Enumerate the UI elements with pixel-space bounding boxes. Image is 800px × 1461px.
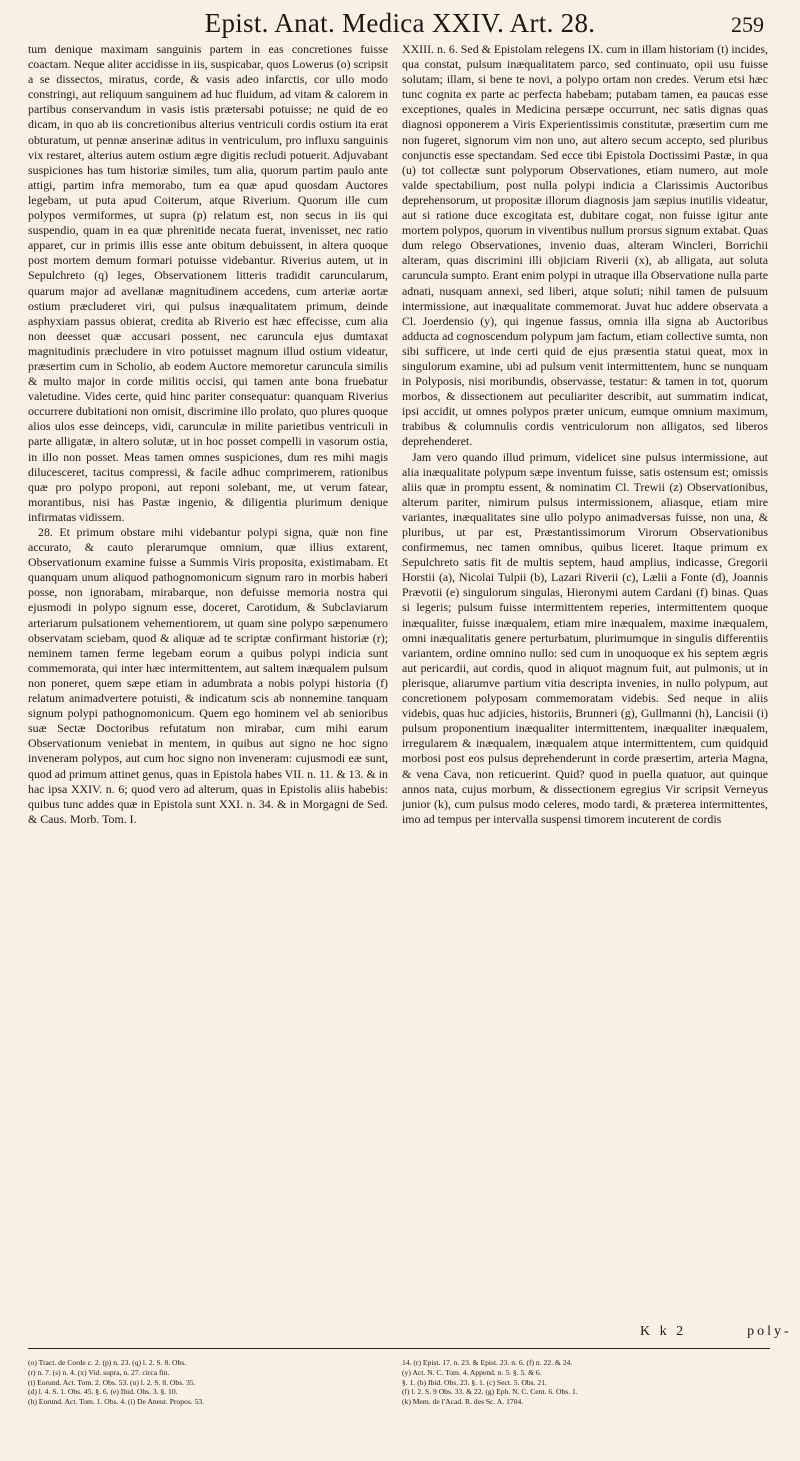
paragraph: XXIII. n. 6. Sed & Epistolam relegens IX. cum in illam historiam (t) incides, qua constat, pulsum inæqualitatem parco, sed continuato, opii usu fuisse solutam; illam, si bene te novi, a polypo ortam non credes. Verum etsi hæc tunc cognita ex parte ac perfecta habebam; putabam tamen, ea paucas esse exceptiones, quales in Medicina persæpe occurrunt, nec satis dignas quas diagnosi opponerem a Viris Experientissimis constitutæ, præsertim cum me non fugeret, signorum vim non uno, aut altero secum accepto, sed pluribus conjunctis esse spectandam. Sed ecce tibi Epistola Doctissimi Pastæ, in qua (u) tot collectæ sunt polyporum Observationes, etiam numero, aut mole valde spectabilium, post nulla polypi indicia a Clarissimis Auctoribus deprehensorum, ut propositæ illorum diagnosis jam sæpius inutilis videatur, aut si ratione duce excogitata est, dubitare cogat, non fuisse igitur ante mortem polypos, quorum in viventibus nullum prorsus signum extabat. Quas dum relego Observationes, invenio duas, alteram Wincleri, Borrichii alteram, quas discrimini illi objiciam Riverii (x), ab alligata, aut soluta caruncula sumpto. Erant enim polypi in utraque illa Observatione nulla parte adnati, nusquam annexi, sed liberi, atque soluti; nihil tamen de pulsuum intermissione, aut inæqualitate commemorat. Juvat huc addere observata a Cl. Joerdensio (y), qui ingenue fassus, omnia illa signa ab Auctoribus adducta ad cognoscendum polypum jam factum, etiam collective sumta, non sibi sufficere, ut inde certi quid de ejus præsentia statui queat, mox in singulorum examine, ubi ad pulsum venit intermittentem, hunc se nunquam in Polyposis, nisi moribundis, observasse, testatur: & tamen in tot, quorum morbos, & dissectionem aut peculiariter describit, aut summatim indicat, ipsi accidit, ut omnes polypos præter unicum, eumque omnium maximum, trabibus & columnulis cordis ventriculorum non alligatos, sed liberos deprehenderet. — [402, 42, 768, 449]
left-text-column — [28, 42, 388, 827]
footnote-line: (d) l. 4. S. 1. Obs. 45. §. 6. (e) Ibid. Obs. 3. §. 10. — [28, 1387, 178, 1397]
page-number: 259 — [731, 12, 764, 37]
paragraph: tum denique maximam sanguinis partem in eas concretiones fuisse coactam. Neque aliter accidisse in iis, suspicabar, quos Lowerus (o) scripsit a se dissectos, miratus, corde, & vasis adeo infarctis, cor ullo modo constringi, aut reliquum sanguinem ad huc fluidum, ad vitam & calorem in partibus conservandum in vasis istis prætersabi potuisse; ne quid de eo dicam, in quo ab iis concretionibus alterius ventriculi cordis ostium ita erat obturatum, ut pennæ anserinæ aditus in ventriculum, pro influxu sanguinis vix restaret, alterius autem ostium ægre digitis recludi potuerit. Adjuvabant suspiciones has tum historiæ similes, tum alia, quorum partim paulo ante attigi, partim infra memorabo, tum ea quæ apud quosdam Auctores legebam, ut puta apud Coiterum, atque Riverium. Quorum ille cum polypos vermiformes, ut supra (p) relatum est, non secus in iis qui suspendio, quam in ea quæ phrenitide necata fuerat, invenisset, nec ratio apparet, cur in primis illis esse ante obitum debuissent, in altera quoque post mortem demum formari potuisse videbantur. Riverius autem, ut in Sepulchreto (q) leges, Observationem litteris tradidit caruncularum, quarum major ad avellanæ magnitudinem accedens, cum arteriæ aortæ ostium præcluderet viri, qui pulsus inæqualitatem primum, deinde asphyxiam passus obierat, credita ab Riverio est hæc effecisse, cum alia non deesset quæ accusari possent, nec caruncula ejus dumtaxat magnitudinis præcludere in viro potuisset magnum illud ostium videatur, præsertim cum in Scholio, ab eodem Auctore memoretur caruncula similis & multo major in corde militis occisi, qui tamen ante bona fruebatur valetudine. Vides certe, quid hinc pariter consequatur: quanquam Riverius occurrere dubitationi non omisit, discrimine illo prolato, quo plures quoque alios ulos esse deinceps, vidi, carunculæ in milite parietibus ventriculi in parte alligatæ, in altero solutæ, ut in hoc posset compelli in vasorum ostia, in illo non posset. Meas tamen omnes suspiciones, dum res mihi magis dilucesceret, tacitus compressi, & facile adhuc comprimerem, rationibus quæ pro polypo proponi, aut reponi solebant, me, ut verum fatear, morantibus, nisi has Pastæ ingenio, & diligentia plurimum denique infirmatas vidissem. — [28, 42, 388, 524]
gathering-signature: K k 2 — [640, 1324, 687, 1339]
paragraph: 28. Et primum obstare mihi videbantur polypi signa, quæ non fine accurato, & cauto plerarumque omnium, quæ illius extarent, Observationum examine fuisse a Summis Viris proposita, existimabam. Et quanquam unum aliquod pathognomonicum signum raro in morbis haberi posse, non ignorabam, mirabarque, non defuisse memoria nostra qui ejusmodi in polypo signum esse, doceret, Carotidum, & Subclaviarum arteriarum pulsationem vehementiorem, ut quam sine polypo sæpenumero observatam sciebam, quod & aliquæ ad te scriptæ confirmant historiæ (r); neminem tamen ferme legebam eorum a quibus polypi indicia sunt commemorata, qui inter hæc intermittentem, aut saltem inæqualem pulsum non poneret, quem sæpe etiam in adumbrata a nobis polypi historia (f) relatum animadvertere potuisti, & indicatum scis ab nonnemine tanquam signum polypi pathognomonicum. Quem ego hominem vel ab senioribus suæ Sectæ Doctoribus refutatum non mirabar, cum mihi earum Observationum veniebat in mentem, in quibus aut signo ne hoc signo inveneram polypos, aut cum hoc signo non inveneram: cujusmodi eæ sunt, quod ad primum attinet genus, quas in Epistola habes VII. n. 11. & 13. & in hac ipsa XXIV. n. 6; quod vero ad alterum, quas in Epistolis aliis habebis: quibus tunc addes quæ in Epistola sunt XXI. n. 34. & in Morgagni de Sed. & Caus. Morb. Tom. I. — [28, 525, 388, 826]
running-head — [30, 2, 770, 46]
footnote-line: §. 1. (b) Ibid. Obs. 23. §. 1. (c) Sect. 5. Obs. 21. — [402, 1377, 547, 1387]
paragraph: Jam vero quando illud primum, videlicet sine pulsus intermissione, aut alia inæqualitate polypum sæpe inventum fuisse, satis ostensum est; omissis aliis quæ in promptu essent, & nominatim Cl. Trewii (z) Observationibus, alterum pariter, nimirum pulsus intermissionem, aliasque, etiam mire variantes, inæqualitates sine ullo polypo animadversas fuisse, non una, & pluribus, ut par est, Præstantissimorum Virorum Observationibus confirmemus, nec tamen omnibus, quibus liceret. Itaque primum ex Sepulchreto satis fit de multis septem, haud amplius, indicasse, Gregorii Horstii (a), Nicolai Tulpii (b), Lazari Riverii (c), Lælii a Fonte (d), Joannis Prævotii (e) singulorum singulas, Hieronymi autem Cardani (f) binas. Quas si legeris; pulsum fuisse intermittentem reperies, intermittentem quoque inæqualiter, fuisse inæqualem, etiam mire inæqualem, maxime inæqualem, omni inæqualitatis genere perturbatum, plurimumque in singulis differentiis variantem, ordine omnino nullo: sed cum in unoquoque ex his septem ægris aut pericardii, aut cordis, quod in aliquot magnum fuit, aut pulmonis, ut in plerisque, aliarumve partium vitia descripta invenies, in nullo polypum, aut concretionem polyposam commemoratam videbis. Sed neque in aliis videbis, quas huc adjicies, historiis, Brunneri (g), Gullmanni (h), Lancisii (i) pulsum proponentium inæqualiter intermittentem, inæqualiter inæqualem, irregularem & inæqualem, inæqualem atque intermittentem, cum quidquid morbosi post eos pulsus deprehenderunt in corde præsertim, arteria Magna, & vena Cava, non reticuerint. Quid? quod in puella quatuor, aut quinque annos nata, cujus morbum, & dissectionem egregius Vir scripsit Verneyus junior (k), cum pulsus modo celeres, modo tardi, & præterea intermittentes, imo ad tempus per intervalla suspensi timorem incuterent de cordis — [402, 449, 768, 826]
footnote-line: 14. (r) Epist. 17. n. 23. & Epist. 23. n. 6. (f) n. 22. & 24. — [402, 1358, 573, 1367]
footnote-line: (f) l. 2. S. 9 Obs. 33. & 22. (g) Eph. N. C. Cent. 6. Obs. 1. — [402, 1387, 578, 1397]
footnote-line: (h) Eorund. Act. Tom. 1. Obs. 4. (i) De Aneur. Propos. 53. — [28, 1397, 205, 1407]
footnote-divider — [28, 1348, 770, 1349]
footnote-line: (t) Eorund. Act. Tom. 2. Obs. 53. (u) l. 2. S. 8. Obs. 35. — [28, 1377, 196, 1387]
signature-and-catchword — [640, 1324, 792, 1340]
footnote-line: (o) Tract. de Corde c. 2. (p) n. 23. (q) l. 2. S. 8. Obs. — [28, 1358, 187, 1367]
footnotes-left — [28, 1358, 388, 1407]
catchword: poly- — [747, 1324, 792, 1339]
footnote-line: (k) Mem. de l'Acad. R. des Sc. A. 1704. — [402, 1397, 524, 1407]
footnote-line: (r) n. 7. (s) n. 4. (x) Vid. supra, n. 27. circa fin. — [28, 1367, 170, 1377]
running-title: Epist. Anat. Medica XXIV. Art. 28. — [204, 8, 596, 38]
footnote-line: (y) Act. N. C. Tom. 4. Append. n. 5. §. 5. & 6. — [402, 1367, 542, 1377]
footnotes-right — [402, 1358, 768, 1407]
right-text-column — [402, 42, 768, 827]
